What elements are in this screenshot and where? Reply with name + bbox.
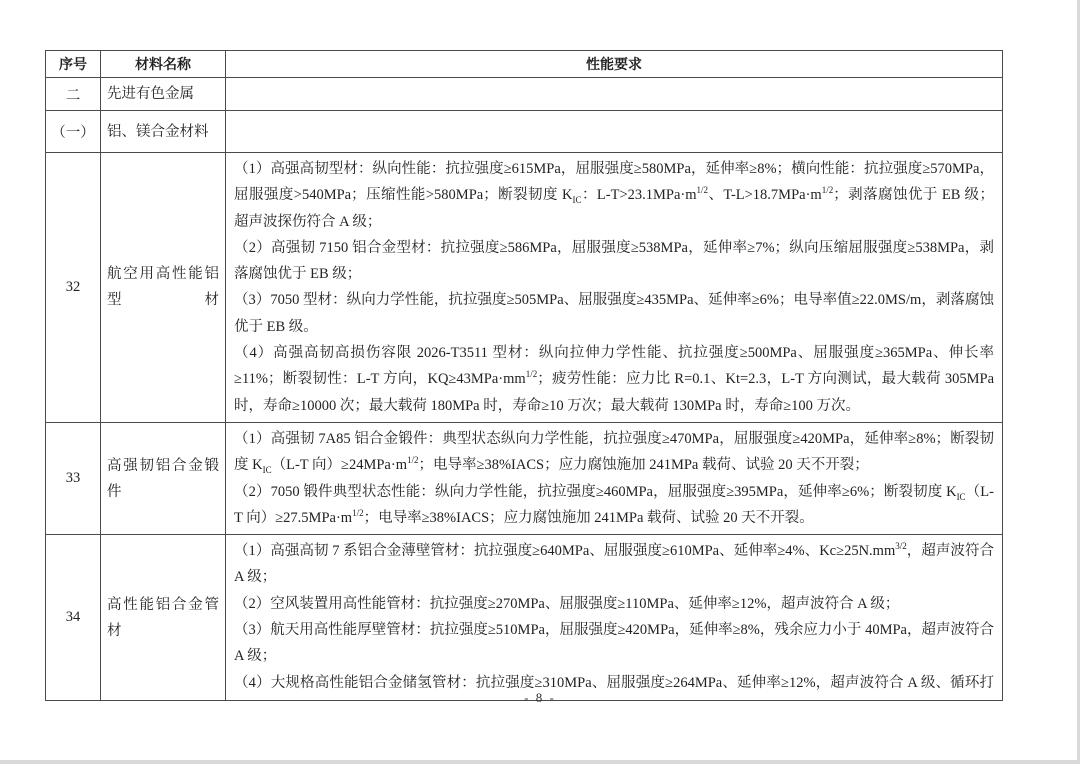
serial-cell: 二: [46, 78, 101, 111]
requirements-cell: [226, 153, 1003, 423]
material-name-cell: 铝、镁合金材料: [101, 111, 226, 153]
material-name-cell: 高性能铝合金管材: [101, 535, 226, 701]
serial-cell: （一）: [46, 111, 101, 153]
requirements-cell: [226, 422, 1003, 534]
requirement-item: （1）高强高韧 7 系铝合金薄壁管材：抗拉强度≥640MPa、屈服强度≥610MPa、延伸率≥4%、$Kc\ge 25N.mm^{3/2}$，超声波符合 A 级；: [234, 541, 995, 586]
serial-cell: 34: [46, 535, 101, 701]
table-row-section: [46, 78, 1003, 111]
requirement-item: （1）高强高韧型材：纵向性能：抗拉强度≥615MPa，屈服强度≥580MPa，延伸率≥8%；横向性能：抗拉强度≥570MPa，屈服强度>540MPa；压缩性能>580MPa；断裂韧度 $K_{IC}$：$L-T>23.1MPa\cdot m^{1/2}$、$T-L>18.7MPa\cdot m^{1/2}$；剥落腐蚀优于 EB 级；超声波探伤符合 A 级；: [234, 161, 994, 230]
material-name-cell: 航空用高性能铝型材: [101, 153, 226, 423]
serial-cell: 33: [46, 422, 101, 534]
column-header-performance-requirements: 性能要求: [226, 51, 1003, 78]
requirements-cell: [226, 535, 1003, 701]
requirement-item: （4）高强高韧高损伤容限 2026-T3511 型材：纵向拉伸力学性能、抗拉强度≥500MPa、屈服强度≥365MPa、伸长率≥11%；断裂韧性：L-T 方向，$KQ\ge 43MPa\cdot mm^{1/2}$；疲劳性能：应力比 R=0.1、Kt=2.3，L-T 方向测试，最大载荷 305MPa 时，寿命≥10000 次；最大载荷 180MPa 时，寿命≥10 万次；最大载荷 130MPa 时，寿命≥100 万次。: [234, 345, 994, 414]
requirements-cell: [226, 111, 1003, 153]
table-row-32: [46, 153, 1003, 423]
requirements-cell: [226, 78, 1003, 111]
requirement-item: （2）空风装置用高性能管材：抗拉强度≥270MPa、屈服强度≥110MPa、延伸率≥12%，超声波符合 A 级；: [234, 595, 900, 612]
requirement-item: （2）高强韧 7150 铝合金型材：抗拉强度≥586MPa，屈服强度≥538MPa，延伸率≥7%；纵向压缩屈服强度≥538MPa，剥落腐蚀优于 EB 级；: [234, 239, 994, 283]
requirement-item: （3）7050 型材：纵向力学性能，抗拉强度≥505MPa、屈服强度≥435MPa、延伸率≥6%；电导率值≥22.0MS/m，剥落腐蚀优于 EB 级。: [234, 292, 994, 335]
column-header-material-name: 材料名称: [101, 51, 226, 78]
page-number: - 8 -: [524, 690, 556, 705]
material-name-cell: 高强韧铝合金锻件: [101, 422, 226, 534]
requirement-item: （1）高强韧 7A85 铝合金锻件：典型状态纵向力学性能，抗拉强度≥470MPa，屈服强度≥420MPa，延伸率≥8%；断裂韧度 $K_{IC}(L-T$ 向）$\ge 24MPa\cdot m^{1/2}$；电导率≥38%IACS；应力腐蚀施加 241MPa 载荷、试验 20 天不开裂；: [234, 430, 994, 476]
table-row-subsection: [46, 111, 1003, 153]
serial-cell: 32: [46, 153, 101, 423]
requirement-item: （4）大规格高性能铝合金储氢管材：抗拉强度≥310MPa、屈服强度≥264MPa、延伸率≥12%，超声波符合 A 级、循环打: [234, 674, 994, 691]
column-header-serial: 序号: [46, 51, 101, 78]
scan-edge-bottom: [0, 760, 1080, 764]
table-row-33: [46, 422, 1003, 534]
material-name-cell: 先进有色金属: [101, 78, 226, 111]
table-row-34: [46, 535, 1003, 701]
materials-requirements-table: [45, 50, 1003, 701]
requirement-item: （3）航天用高性能厚壁管材：抗拉强度≥510MPa，屈服强度≥420MPa，延伸率≥8%，残余应力小于 40MPa，超声波符合 A 级；: [234, 622, 994, 665]
table-header-row: [46, 51, 1003, 78]
requirement-item: （2）7050 锻件典型状态性能：纵向力学性能，抗拉强度≥460MPa，屈服强度≥395MPa，延伸率≥6%；断裂韧度 $K_{IC}(L-T$ 向）$\ge 27.5MPa\cdot m^{1/2}$；电导率≥38%IACS；应力腐蚀施加 241MPa 载荷、试验 20 天不开裂。: [234, 483, 994, 526]
